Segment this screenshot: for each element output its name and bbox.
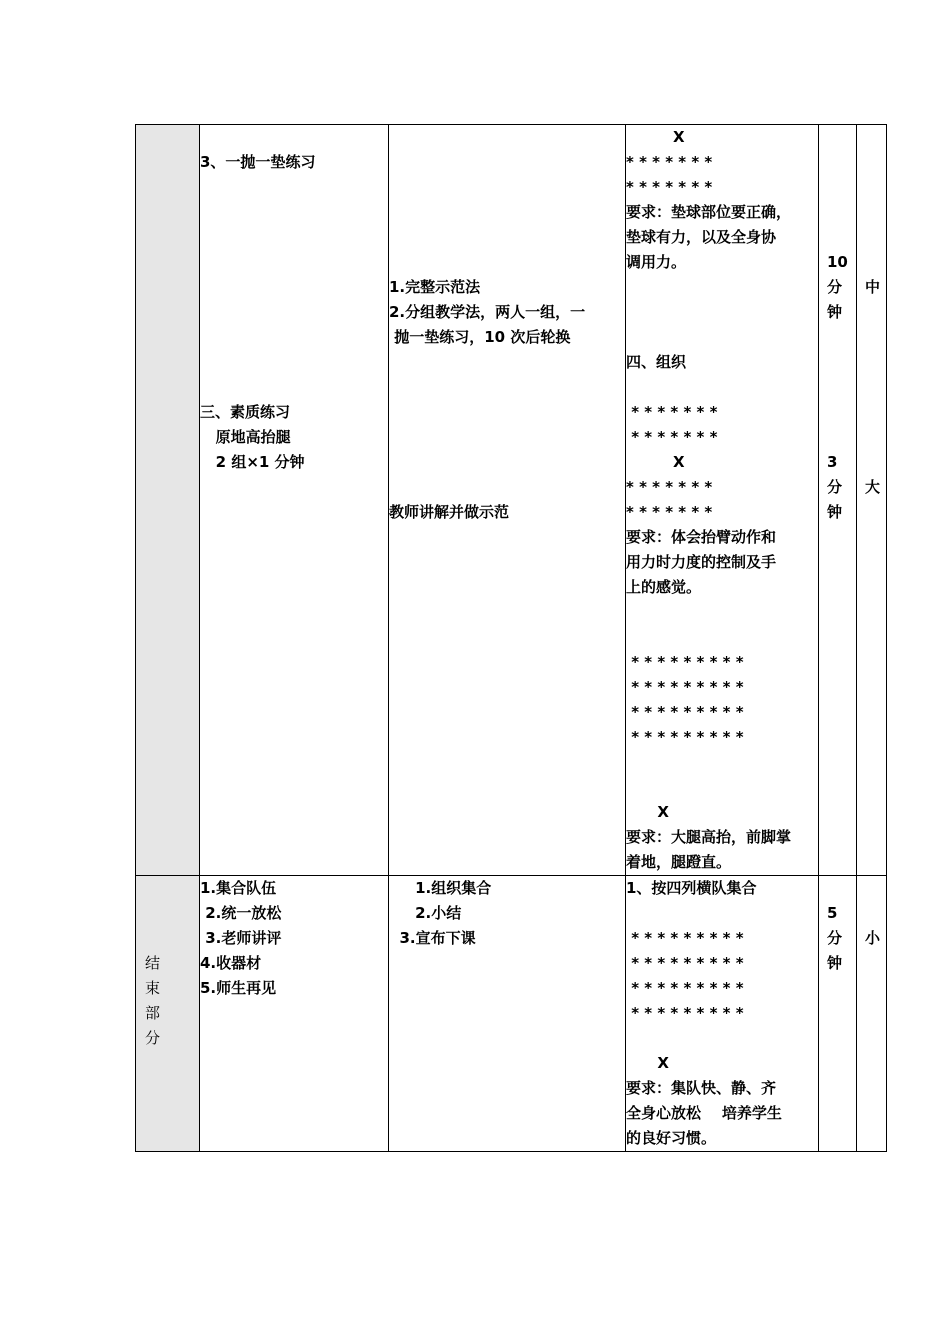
- text-line: [389, 350, 625, 375]
- section-cell: [136, 125, 200, 876]
- text-line: 分: [827, 278, 843, 296]
- table-row: [136, 876, 887, 1152]
- text-line: * * * * * * * * *: [626, 954, 744, 972]
- text-line: [389, 375, 625, 400]
- text-line: [857, 300, 886, 325]
- text-line: 分: [145, 1029, 161, 1047]
- text-line: 10: [827, 253, 848, 271]
- text-line: 要求：体会抬臂动作和: [626, 528, 777, 546]
- text-line: [857, 350, 886, 375]
- text-line: 要求：垫球部位要正确，: [626, 203, 792, 221]
- content-cell: [200, 876, 389, 1152]
- text-line: 2 组×1 分钟: [200, 453, 305, 471]
- text-line: * * * * * * * * *: [626, 929, 744, 947]
- time-cell: [819, 125, 857, 876]
- text-line: 要求：大腿高抬，前脚掌: [626, 828, 792, 846]
- text-line: 3.宣布下课: [389, 929, 476, 947]
- text-line: [857, 225, 886, 250]
- text-line: [819, 150, 856, 175]
- text-line: [857, 450, 886, 475]
- text-line: 2.小结: [389, 904, 462, 922]
- text-line: [389, 175, 625, 200]
- method-cell: [389, 125, 626, 876]
- text-line: [145, 876, 199, 901]
- text-line: * * * * * * * * *: [626, 703, 744, 721]
- text-line: [819, 175, 856, 200]
- text-line: 5: [827, 904, 838, 922]
- text-line: 钟: [827, 954, 843, 972]
- text-line: [819, 425, 856, 450]
- text-line: [389, 250, 625, 275]
- text-line: [389, 200, 625, 225]
- text-line: [626, 775, 818, 800]
- text-line: [857, 400, 886, 425]
- text-line: [389, 425, 625, 450]
- text-line: [389, 125, 625, 150]
- text-line: [857, 375, 886, 400]
- text-line: [389, 400, 625, 425]
- text-line: 部: [145, 1004, 161, 1022]
- text-line: 4.收器材: [200, 954, 262, 972]
- text-line: 三、素质练习: [200, 403, 291, 421]
- text-line: * * * * * * *: [626, 178, 713, 196]
- time-cell: [819, 876, 857, 1152]
- text-line: [626, 375, 818, 400]
- text-line: [200, 300, 388, 325]
- text-line: [200, 250, 388, 275]
- text-line: * * * * * * *: [626, 153, 713, 171]
- text-line: [857, 125, 886, 150]
- organization-cell: [626, 876, 819, 1152]
- table-row: [136, 125, 887, 876]
- content-cell: [200, 125, 389, 876]
- text-line: * * * * * * *: [626, 428, 718, 446]
- text-line: [819, 350, 856, 375]
- text-line: [389, 450, 625, 475]
- text-line: [626, 1026, 818, 1051]
- text-line: [626, 300, 818, 325]
- intensity-cell: [857, 876, 887, 1152]
- text-line: 1、按四列横队集合: [626, 879, 757, 897]
- text-line: [200, 225, 388, 250]
- text-line: X: [626, 1054, 669, 1072]
- text-line: [819, 876, 856, 901]
- text-line: [857, 250, 886, 275]
- text-line: * * * * * * * * *: [626, 728, 744, 746]
- text-line: [389, 475, 625, 500]
- text-line: [200, 375, 388, 400]
- text-line: [626, 275, 818, 300]
- text-line: 分: [827, 929, 843, 947]
- text-line: [389, 225, 625, 250]
- text-line: 1.集合队伍: [200, 879, 277, 897]
- text-line: [819, 325, 856, 350]
- text-line: X: [626, 453, 685, 471]
- text-line: [819, 225, 856, 250]
- text-line: 结: [145, 954, 161, 972]
- text-line: 中: [865, 278, 881, 296]
- text-line: [857, 200, 886, 225]
- text-line: [626, 750, 818, 775]
- text-line: [200, 275, 388, 300]
- text-line: 大: [865, 478, 881, 496]
- text-line: 束: [145, 979, 161, 997]
- text-line: * * * * * * * * *: [626, 678, 744, 696]
- text-line: * * * * * * * * *: [626, 1004, 744, 1022]
- organization-cell: [626, 125, 819, 876]
- text-line: [145, 901, 199, 926]
- text-line: 2.统一放松: [200, 904, 282, 922]
- text-line: [819, 400, 856, 425]
- text-line: [200, 325, 388, 350]
- text-line: 分: [827, 478, 843, 496]
- text-line: [857, 901, 886, 926]
- text-line: 钟: [827, 303, 843, 321]
- text-line: 1.组织集合: [389, 879, 492, 897]
- text-line: [857, 325, 886, 350]
- text-line: 上的感觉。: [626, 578, 702, 596]
- text-line: * * * * * * *: [626, 503, 713, 521]
- text-line: 1.完整示范法: [389, 278, 481, 296]
- text-line: [626, 600, 818, 625]
- text-line: 四、组织: [626, 353, 687, 371]
- text-line: [200, 175, 388, 200]
- text-line: 3、一抛一垫练习: [200, 153, 316, 171]
- text-line: [857, 876, 886, 901]
- text-line: * * * * * * *: [626, 478, 713, 496]
- text-line: 着地，腿蹬直。: [626, 853, 732, 871]
- section-cell: [136, 876, 200, 1152]
- text-line: 全身心放松 培养学生: [626, 1104, 782, 1122]
- text-line: * * * * * * * * *: [626, 653, 744, 671]
- text-line: [857, 425, 886, 450]
- text-line: [145, 926, 199, 951]
- intensity-cell: [857, 125, 887, 876]
- text-line: 钟: [827, 503, 843, 521]
- text-line: [200, 200, 388, 225]
- text-line: 用力时力度的控制及手: [626, 553, 777, 571]
- text-line: [200, 125, 388, 150]
- text-line: [819, 375, 856, 400]
- text-line: [819, 125, 856, 150]
- method-cell: [389, 876, 626, 1152]
- text-line: [819, 200, 856, 225]
- text-line: X: [626, 803, 669, 821]
- text-line: 要求：集队快、静、齐: [626, 1079, 777, 1097]
- text-line: 抛一垫练习，10 次后轮换: [389, 328, 571, 346]
- text-line: * * * * * * *: [626, 403, 718, 421]
- text-line: [857, 150, 886, 175]
- text-line: * * * * * * * * *: [626, 979, 744, 997]
- text-line: 调用力。: [626, 253, 687, 271]
- text-line: [626, 625, 818, 650]
- text-line: [389, 150, 625, 175]
- text-line: 小: [865, 929, 881, 947]
- lesson-plan-table: [135, 124, 887, 1152]
- text-line: 教师讲解并做示范: [389, 503, 510, 521]
- text-line: 5.师生再见: [200, 979, 277, 997]
- text-line: [626, 325, 818, 350]
- text-line: [200, 350, 388, 375]
- text-line: 3: [827, 453, 838, 471]
- text-line: [857, 175, 886, 200]
- text-line: 垫球有力，以及全身协: [626, 228, 777, 246]
- text-line: 原地高抬腿: [200, 428, 291, 446]
- text-line: [626, 901, 818, 926]
- text-line: 3.老师讲评: [200, 929, 282, 947]
- text-line: 的良好习惯。: [626, 1129, 717, 1147]
- text-line: 2.分组教学法，两人一组，一: [389, 303, 586, 321]
- text-line: X: [626, 128, 685, 146]
